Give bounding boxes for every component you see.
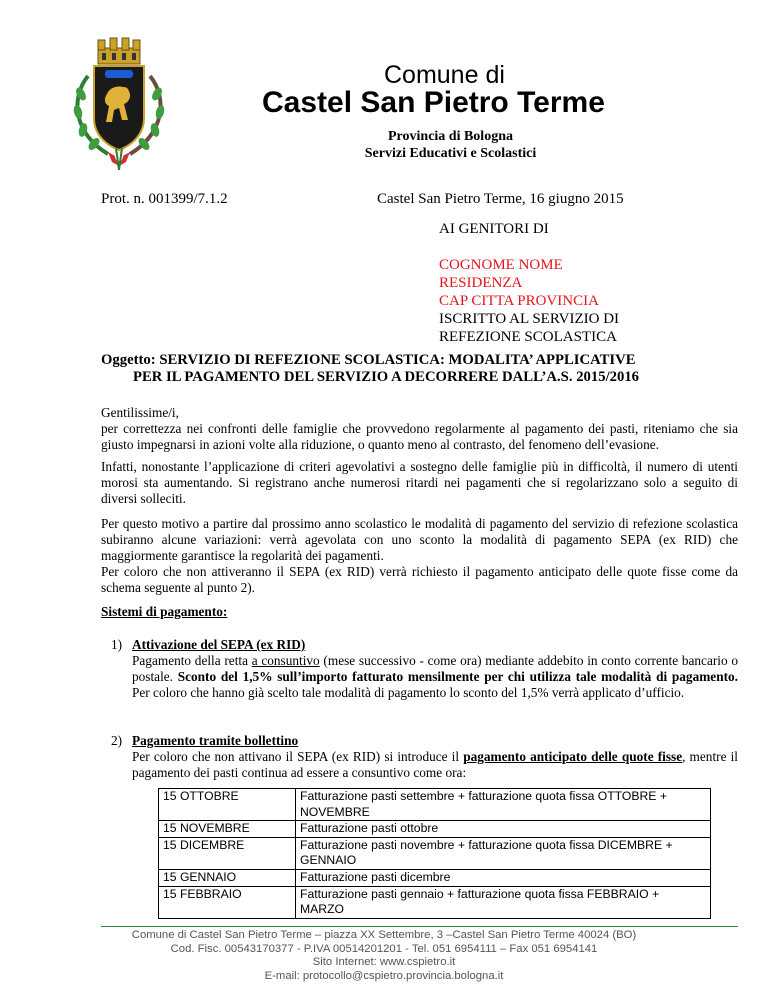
schedule-date: 15 DICEMBRE xyxy=(159,837,296,869)
payment-systems-heading: Sistemi di pagamento: xyxy=(101,604,228,619)
recipient-block xyxy=(439,220,619,346)
item-1-text-c: Per coloro che hanno già scelto tale modalità di pagamento lo sconto del 1,5% verrà applicato d’ufficio. xyxy=(132,685,685,700)
footer-website: Sito Internet: www.cspietro.it xyxy=(312,956,456,968)
item-1-title: Attivazione del SEPA (ex RID) xyxy=(132,637,306,652)
footer-email: E-mail: protocollo@cspietro.provincia.bologna.it xyxy=(264,969,504,982)
footer-rule xyxy=(101,926,738,927)
item-1-text-consuntivo: a consuntivo xyxy=(251,653,320,668)
comune-di-label: Comune di xyxy=(384,61,505,89)
paragraph-4: Per coloro che non attiveranno il SEPA (ex RID) verrà richiesto il pagamento anticipato delle quote fisse come da schema seguente al punto 2). xyxy=(101,564,738,595)
item-1-text-a: Pagamento della retta xyxy=(132,653,252,668)
schedule-desc: Fatturazione pasti novembre + fatturazione quota fissa DICEMBRE + GENNAIO xyxy=(296,837,711,869)
recipient-line-5: ISCRITTO AL SERVIZIO DI xyxy=(439,311,620,327)
item-2-text-b: , mentre il pagamento dei pasti continua ad essere a consuntivo come ora: xyxy=(132,749,738,780)
schedule-date: 15 NOVEMBRE xyxy=(159,821,296,838)
footer-fiscal-info: Cod. Fisc. 00543170377 - P.IVA 00514201201 - Tel. 051 6954111 – Fax 051 6954141 xyxy=(170,942,598,955)
item-1-text-b: (mese successivo - come ora) mediante addebito in conto corrente bancario o postale. xyxy=(132,653,738,684)
item-2-text-a: Per coloro che non attivano il SEPA (ex RID) si introduce il xyxy=(132,749,464,764)
footer xyxy=(0,929,768,983)
schedule-desc: Fatturazione pasti dicembre xyxy=(296,869,711,886)
table-row xyxy=(159,886,711,918)
recipient-city: CAP CITTA PROVINCIA xyxy=(439,293,599,309)
item-2-number: 2) xyxy=(111,733,123,748)
item-1-text xyxy=(132,653,738,701)
paragraph-3: Per questo motivo a partire dal prossimo anno scolastico le modalità di pagamento del servizio di refezione scolastica subiranno alcune variazioni: verrà agevolata con uno sconto la modalità di pagamento SEPA (ex RID) che maggiormente garantisce la regolarità dei pagamenti. xyxy=(101,516,738,563)
table-row xyxy=(159,789,711,821)
item-2-title: Pagamento tramite bollettino xyxy=(132,733,299,748)
subject-line-2: PER IL PAGAMENTO DEL SERVIZIO A DECORRERE DALL’A.S. 2015/2016 xyxy=(133,369,640,385)
subject-line-1: SERVIZIO DI REFEZIONE SCOLASTICA: MODALITA’ APPLICATIVE xyxy=(159,352,636,368)
town-name: Castel San Pietro Terme xyxy=(262,86,605,119)
protocol-number: Prot. n. 001399/7.1.2 xyxy=(101,191,228,207)
schedule-date: 15 FEBBRAIO xyxy=(159,886,296,918)
footer-address: Comune di Castel San Pietro Terme – piazza XX Settembre, 3 –Castel San Pietro Terme 40024 (BO) xyxy=(131,929,637,941)
recipient-residence: RESIDENZA xyxy=(439,275,523,291)
subject-label: Oggetto: xyxy=(101,352,156,368)
table-row xyxy=(159,821,711,838)
greeting: Gentilissime/i, xyxy=(101,405,179,420)
recipient-line-6: REFEZIONE SCOLASTICA xyxy=(439,329,617,345)
schedule-date: 15 OTTOBRE xyxy=(159,789,296,821)
paragraph-2: Infatti, nonostante l’applicazione di criteri agevolativi a sostegno delle famiglie più in difficoltà, il numero di utenti morosi sta aumentando. Si registrano anche numerosi ritardi nei pagamenti che si regolarizzano solo a seguito di diversi solleciti. xyxy=(101,459,738,506)
place-date: Castel San Pietro Terme, 16 giugno 2015 xyxy=(377,191,624,207)
item-2-advance-payment-text: pagamento anticipato delle quote fisse xyxy=(463,749,683,764)
payment-schedule-table xyxy=(158,788,711,919)
item-1-number: 1) xyxy=(111,637,123,652)
recipient-name: COGNOME NOME xyxy=(439,257,563,273)
province-label: Provincia di Bologna xyxy=(388,129,513,144)
item-1-discount-text: Sconto del 1,5% sull’importo fatturato mensilmente per chi utilizza tale modalità di pagamento. xyxy=(177,669,738,684)
schedule-desc: Fatturazione pasti settembre + fatturazione quota fissa OTTOBRE + NOVEMBRE xyxy=(296,789,711,821)
recipient-line-1: AI GENITORI DI xyxy=(439,221,549,237)
paragraph-1: per correttezza nei confronti delle famiglie che provvedono regolarmente al pagamento dei pasti, riteniamo che sia giusto impegnarsi in azioni volte alla riduzione, o quanto meno al contrasto, del fenomeno dell’evasione. xyxy=(101,421,738,452)
schedule-desc: Fatturazione pasti ottobre xyxy=(296,821,711,838)
table-row xyxy=(159,869,711,886)
table-row xyxy=(159,837,711,869)
schedule-date: 15 GENNAIO xyxy=(159,869,296,886)
subject-block xyxy=(101,352,639,386)
item-2-text xyxy=(132,749,738,781)
schedule-desc: Fatturazione pasti gennaio + fatturazione quota fissa FEBBRAIO + MARZO xyxy=(296,886,711,918)
department-label: Servizi Educativi e Scolastici xyxy=(364,146,537,161)
